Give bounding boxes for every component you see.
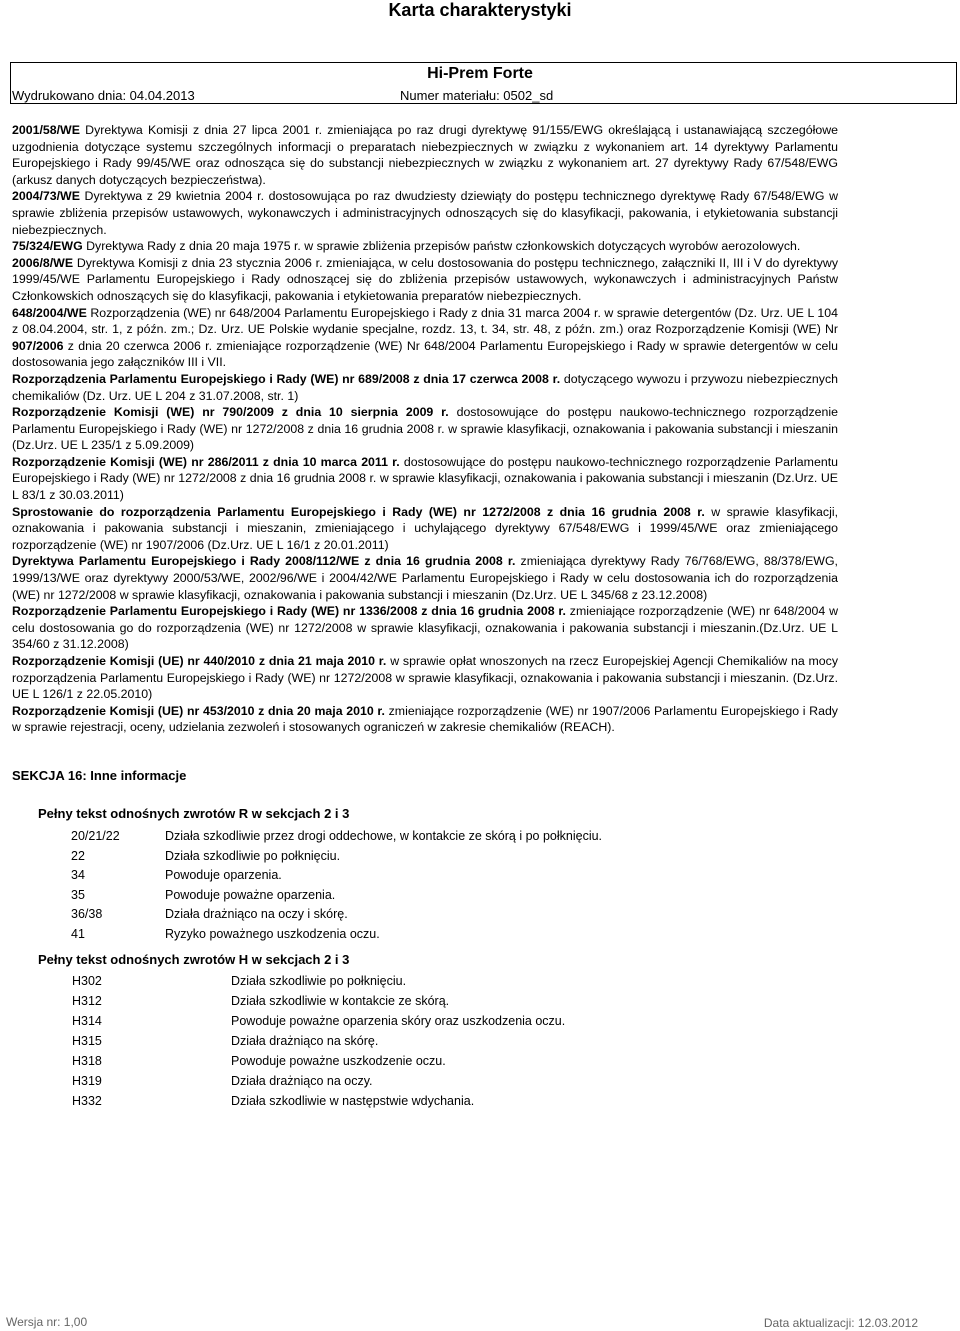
- phrase-text: Powoduje poważne oparzenia.: [165, 887, 336, 902]
- regulation-entry: [12, 255, 838, 305]
- regulation-ref: 2006/8/WE: [12, 255, 74, 270]
- phrase-code: H315: [72, 1034, 102, 1048]
- regulation-entry: [12, 305, 838, 371]
- phrase-code: 35: [71, 887, 85, 902]
- phrase-text: Działa szkodliwie po połknięciu.: [165, 848, 341, 863]
- regulation-ref: Sprostowanie do rozporządzenia Parlamentu Europejskiego i Rady (WE) nr 1272/2008 z dnia 16 grudnia 2008 r.: [12, 504, 705, 519]
- regulation-text: zmieniające rozporządzenie (WE) nr 1907/2006 Parlamentu Europejskiego i Rady w sprawie rejestracji, oceny, udzielania zezwoleń i stosowanych ograniczeń w zakresie chemikaliów (REACH).: [12, 703, 838, 735]
- phrase-text: Działa drażniąco na oczy i skórę.: [165, 907, 348, 921]
- regulation-entry: [12, 553, 838, 603]
- regulation-text: z dnia 20 czerwca 2006 r. zmieniające rozporządzenie (WE) Nr 648/2004 Parlamentu Europejskiego i Rady w sprawie detergentów w celu dostosowania jego załączników III i VII.: [12, 338, 838, 370]
- regulation-entry: [12, 454, 838, 504]
- regulation-ref: 75/324/EWG: [12, 239, 83, 254]
- phrase-code: H302: [72, 974, 102, 988]
- regulation-ref: 648/2004/WE: [12, 305, 87, 320]
- regulation-entry: [12, 404, 838, 454]
- phrase-code: H314: [72, 1014, 102, 1028]
- phrase-code: H319: [72, 1074, 102, 1088]
- phrase-text: Działa szkodliwie przez drogi oddechowe, w kontakcie ze skórą i po połknięciu.: [165, 829, 603, 843]
- material-number: Numer materiału: 0502_sd: [400, 88, 554, 103]
- regulation-text: Dyrektywa Komisji z dnia 27 lipca 2001 r. zmieniająca po raz drugi dyrektywę 91/155/EWG określającą i ustanawiającą szczegółowe uzgodnienia dotyczące systemu szczególnych informacji o preparatach niebezpiecznych w związku z wykonaniem art. 14 dyrektywy Parlamentu Europejskiego i Rady 99/45/WE oraz odnosząca się do substancji niebezpiecznych w związku z wykonaniem art. 27 dyrektywy Rady 67/548/EWG (arkusz danych dotyczących bezpieczeństwa).: [12, 123, 838, 187]
- regulation-text: dostosowujące do postępu naukowo-technicznego rozporządzenie Parlamentu Europejskiego i Rady (WE) nr 1272/2008 z dnia 16 grudnia 2008 r. w sprawie klasyfikacji, oznakowania i pakowania substancji i mieszanin (Dz.Urz. UE L 235/1 z 5.09.2009): [12, 405, 838, 453]
- regulation-entry: [12, 703, 838, 736]
- regulation-entry: [12, 371, 838, 404]
- section-16-title: SEKCJA 16: Inne informacje: [12, 768, 187, 783]
- regulation-ref: Rozporządzenie Komisji (UE) nr 440/2010 z dnia 21 maja 2010 r.: [12, 654, 387, 668]
- regulation-ref: Rozporządzenie Komisji (UE) nr 453/2010 z dnia 20 maja 2010 r.: [12, 703, 385, 718]
- regulation-ref: 2001/58/WE: [12, 123, 80, 137]
- phrase-text: Ryzyko poważnego uszkodzenia oczu.: [165, 926, 380, 941]
- regulation-text: dostosowujące do postępu naukowo-technicznego rozporządzenie Parlamentu Europejskiego i Rady (WE) nr 1272/2008 z dnia 16 grudnia 2008 r. w sprawie klasyfikacji, oznakowania i pakowania substancji i mieszanin (Dz.Urz. UE L 83/1 z 30.03.2011): [12, 454, 838, 503]
- update-date: Data aktualizacji: 12.03.2012: [763, 1316, 918, 1330]
- document-title: Karta charakterystyki: [388, 0, 572, 20]
- regulation-ref: Rozporządzenia Parlamentu Europejskiego i Rady (WE) nr 689/2008 z dnia 17 czerwca 2008 r.: [12, 371, 561, 386]
- r-phrases-heading: Pełny tekst odnośnych zwrotów R w sekcjach 2 i 3: [38, 806, 350, 821]
- phrase-text: Powoduje oparzenia.: [165, 868, 282, 882]
- phrase-code: 36/38: [71, 907, 103, 921]
- regulations-list: [12, 122, 838, 736]
- print-date: Wydrukowano dnia: 04.04.2013: [12, 88, 195, 103]
- phrase-code: 22: [71, 848, 85, 863]
- phrase-code: H332: [72, 1094, 102, 1108]
- h-phrases-heading: Pełny tekst odnośnych zwrotów H w sekcjach 2 i 3: [38, 952, 350, 967]
- regulation-text: Rozporządzenia (WE) nr 648/2004 Parlamentu Europejskiego i Rady z dnia 31 marca 2004 r. w sprawie detergentów (Dz. Urz. UE L 104 z 08.04.2004, str. 1, z późn. zm.; Dz. Urz. UE Polskie wydanie specjalne, rozdz. 13, t. 34, str. 48, z późn. zm.) oraz Rozporządzenie Komisji (WE) Nr: [12, 305, 838, 337]
- regulation-text: zmieniająca dyrektywy Rady 76/768/EWG, 88/378/EWG, 1999/13/WE oraz dyrektywy 2000/53/WE, 2002/96/WE i 2004/42/WE Parlamentu Europejskiego i Rady w celu dostosowania ich do rozporządzenia (WE) nr 1272/2008 w sprawie klasyfikacji, oznakowania i pakowania substancji i mieszanin (Dz.Urz. UE L 345/68 z 23.12.2008): [12, 554, 838, 602]
- regulation-ref: Rozporządzenie Komisji (WE) nr 286/2011 z dnia 10 marca 2011 r.: [12, 454, 400, 469]
- regulation-ref: Rozporządzenie Komisji (WE) nr 790/2009 z dnia 10 sierpnia 2009 r.: [12, 405, 449, 420]
- phrase-code: H312: [72, 994, 102, 1008]
- phrase-text: Działa szkodliwie po połknięciu.: [231, 974, 407, 988]
- regulation-text: Dyrektywa Rady z dnia 20 maja 1975 r. w sprawie zbliżenia przepisów państw członkowskich dotyczących wyrobów aerozolowych.: [82, 239, 801, 254]
- version-number: Wersja nr: 1,00: [6, 1315, 88, 1329]
- phrase-code: 34: [71, 868, 85, 882]
- regulation-ref: 907/2006: [12, 338, 64, 353]
- phrase-code: 20/21/22: [71, 829, 120, 843]
- phrase-text: Powoduje poważne uszkodzenie oczu.: [231, 1054, 446, 1068]
- phrase-text: Powoduje poważne oparzenia skóry oraz uszkodzenia oczu.: [231, 1014, 566, 1028]
- regulation-entry: [12, 122, 838, 188]
- regulation-ref: Rozporządzenie Parlamentu Europejskiego i Rady (WE) nr 1336/2008 z dnia 16 grudnia 2008 r.: [12, 604, 566, 619]
- regulation-text: Dyrektywa z 29 kwietnia 2004 r. dostosowująca po raz dwudziesty dziewiąty do postępu technicznego dyrektywę Rady 67/548/EWG w sprawie zbliżenia przepisów ustawowych, wykonawczych i administracyjnych odnoszących się do klasyfikacji, pakowania, i etykietowania substancji niebezpiecznych.: [12, 189, 838, 237]
- product-name: Hi-Prem Forte: [427, 65, 533, 82]
- phrase-text: Działa szkodliwie w następstwie wdychania.: [231, 1094, 475, 1108]
- regulation-text: Dyrektywa Komisji z dnia 23 stycznia 2006 r. zmieniająca, w celu dostosowania do postępu technicznego, załączniki II, III i V do dyrektywy 1999/45/WE Parlamentu Europejskiego i Rady odnoszącej się do zbliżenia przepisów ustawowych, wykonawczych i administracyjnych Państw Członkowskich odnoszących się do klasyfikacji, pakowania i etykietowania preparatów niebezpiecznych.: [12, 255, 838, 303]
- regulation-ref: Dyrektywa Parlamentu Europejskiego i Rady 2008/112/WE z dnia 16 grudnia 2008 r.: [12, 554, 516, 569]
- regulation-entry: [12, 504, 838, 554]
- phrase-text: Działa drażniąco na oczy.: [231, 1074, 373, 1088]
- regulation-entry: [12, 653, 838, 703]
- regulation-text: dotyczącego wywozu i przywozu niebezpiecznych chemikaliów (Dz. Urz. UE L 204 z 31.07.2008, str. 1): [12, 371, 839, 403]
- regulation-entry: [12, 188, 838, 238]
- phrase-text: Działa drażniąco na skórę.: [231, 1034, 379, 1048]
- regulation-text: w sprawie klasyfikacji, oznakowania i pakowania substancji i mieszanin, zmieniającego i uchylającego dyrektywy 67/548/EWG i 1999/45/WE oraz zmieniającego rozporządzenie (WE) nr 1907/2006 (Dz.Urz. UE L 16/1 z 20.01.2011): [12, 504, 839, 552]
- phrase-code: H318: [72, 1054, 102, 1068]
- regulation-entry: [12, 603, 838, 653]
- phrase-text: Działa szkodliwie w kontakcie ze skórą.: [231, 994, 450, 1008]
- regulation-entry: [12, 238, 838, 255]
- phrase-code: 41: [71, 926, 85, 941]
- regulation-ref: 2004/73/WE: [12, 189, 80, 204]
- regulation-text: zmieniające rozporządzenie (WE) nr 648/2004 w celu dostosowania go do rozporządzenia (WE) nr 1272/2008 w sprawie klasyfikacji, oznakowania i pakowania substancji i mieszanin.(Dz.Urz. UE L 354/60 z 31.12.2008): [12, 604, 838, 652]
- regulation-text: w sprawie opłat wnoszonych na rzecz Europejskiej Agencji Chemikaliów na mocy rozporządzenia Parlamentu Europejskiego i Rady (WE) nr 1272/2008 w sprawie klasyfikacji, oznakowania i pakowania substancji i mieszanin. (Dz.Urz. UE L 126/1 z 22.05.2010): [12, 654, 838, 702]
